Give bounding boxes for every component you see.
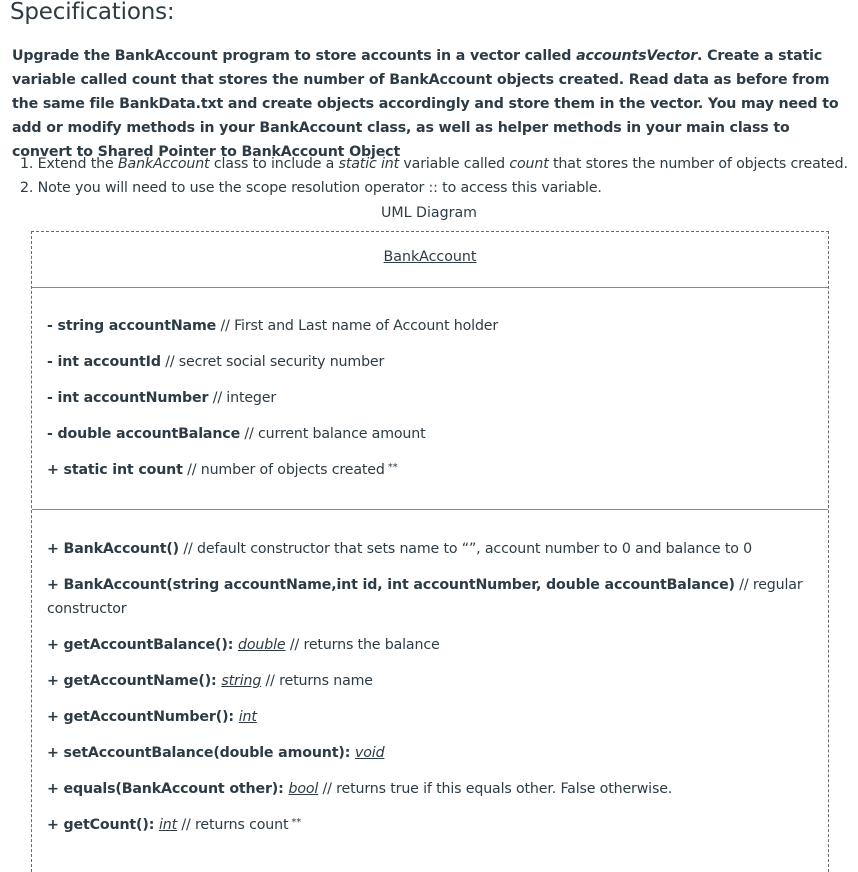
step-item-2 — [20, 176, 850, 200]
method-signature: + BankAccount(string accountName,int id, int accountNumber, double accountBalance) — [47, 577, 735, 593]
attribute-row — [47, 350, 817, 374]
method-signature: + getAccountNumber(): — [47, 709, 239, 725]
intro-paragraph — [12, 44, 852, 164]
uml-class-name: BankAccount — [383, 249, 477, 265]
attribute-comment: // current balance amount — [240, 426, 426, 442]
method-row — [47, 537, 817, 561]
step-count: count — [509, 156, 549, 172]
attribute-signature: - int accountNumber — [47, 390, 209, 406]
return-type: string — [221, 673, 262, 689]
method-comment: // regular constructor — [47, 577, 803, 617]
method-signature: + getAccountBalance(): — [47, 637, 239, 653]
asterisk-mark: ** — [291, 817, 302, 828]
method-signature: + getAccountName(): — [47, 673, 222, 689]
attribute-comment: // number of objects created — [182, 462, 385, 478]
method-row — [47, 633, 817, 657]
step-class-name: BankAccount — [117, 156, 210, 172]
uml-attributes-section — [32, 288, 828, 510]
method-comment: // returns true if this equals other. False otherwise. — [318, 781, 673, 797]
return-type: bool — [288, 781, 319, 797]
return-type: void — [355, 745, 385, 761]
method-comment: // default constructor that sets name to “”, account number to 0 and balance to 0 — [179, 541, 753, 557]
attribute-signature: - double accountBalance — [47, 426, 241, 442]
uml-caption: UML Diagram — [381, 205, 477, 221]
intro-vector-name: accountsVector — [576, 48, 698, 64]
intro-text-2: . Create a static variable called count that stores the number of BankAccount objects created. Read data as before from the same file BankData.txt and create objects accordingly and store them in the vector. You may need to add or modify methods in your BankAccount class, as well as helper methods in your main class to convert to Shared Pointer to BankAccount Object — [12, 48, 839, 160]
attribute-row — [47, 386, 817, 410]
asterisk-mark: ** — [387, 462, 398, 473]
method-comment: // returns name — [261, 673, 373, 689]
step-number: 2. — [20, 180, 34, 196]
attribute-comment: // integer — [208, 390, 277, 406]
step-item-1 — [20, 152, 850, 176]
step-text: variable called — [399, 156, 510, 172]
attribute-comment: // First and Last name of Account holder — [216, 318, 499, 334]
attribute-signature: + static int count — [47, 462, 183, 478]
method-row — [47, 813, 817, 837]
method-signature: + BankAccount() — [47, 541, 179, 557]
method-signature: + equals(BankAccount other): — [47, 781, 289, 797]
method-row — [47, 741, 817, 765]
method-signature: + getCount(): — [47, 817, 160, 833]
step-static-int: static int — [338, 156, 400, 172]
method-signature: + setAccountBalance(double amount): — [47, 745, 356, 761]
return-type: int — [238, 709, 257, 725]
method-row — [47, 573, 817, 621]
step-number: 1. — [20, 156, 34, 172]
return-type: int — [159, 817, 178, 833]
step-text: Extend the — [37, 156, 118, 172]
return-type: double — [238, 637, 286, 653]
method-row — [47, 669, 817, 693]
attribute-row — [47, 422, 817, 446]
attribute-signature: - int accountId — [47, 354, 161, 370]
uml-diagram — [31, 231, 829, 872]
method-row — [47, 777, 817, 801]
attribute-signature: - string accountName — [47, 318, 217, 334]
uml-class-section — [32, 232, 828, 288]
method-comment: // returns count — [177, 817, 289, 833]
method-comment: // returns the balance — [285, 637, 440, 653]
method-row — [47, 705, 817, 729]
steps-list — [20, 152, 850, 200]
step-text: class to include a — [209, 156, 339, 172]
page-heading: Specifications: — [10, 0, 175, 25]
attribute-row — [47, 314, 817, 338]
attribute-comment: // secret social security number — [160, 354, 385, 370]
intro-text-1: Upgrade the BankAccount program to store accounts in a vector called — [12, 48, 577, 64]
attribute-row — [47, 458, 817, 482]
step-text: that stores the number of objects created. — [548, 156, 848, 172]
step-text: Note you will need to use the scope resolution operator :: to access this variable. — [37, 180, 602, 196]
